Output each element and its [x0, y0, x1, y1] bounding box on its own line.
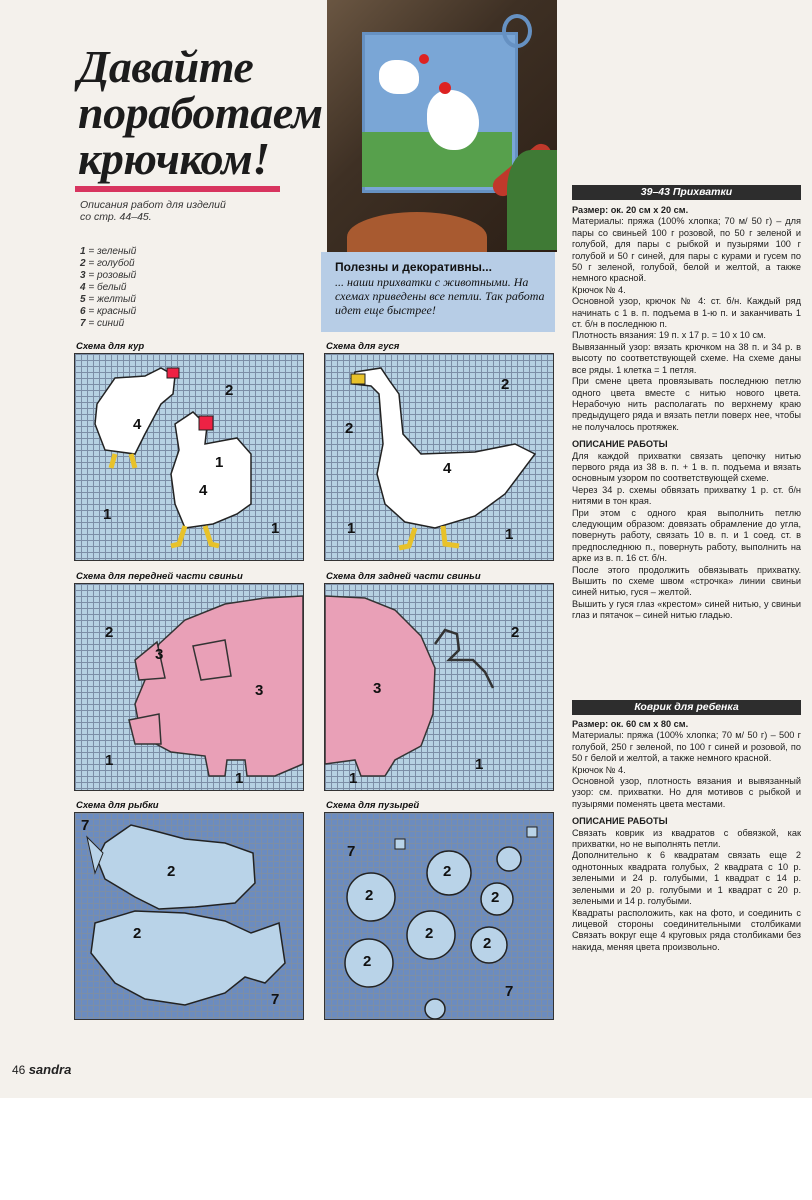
grid-number: 1: [505, 526, 514, 543]
fish-shapes: [75, 813, 303, 1019]
pig-back-shapes: [325, 584, 553, 790]
scheme-grid-hens: [74, 353, 304, 561]
scheme-label-fish: Схема для рыбки: [76, 800, 159, 811]
grid-number: 7: [505, 983, 514, 1000]
scheme-grid-pig-back: [324, 583, 554, 791]
grid-number: 2: [425, 925, 434, 942]
color-legend: [80, 246, 136, 330]
paragraph: Квадраты расположить, как на фото, и соединить с лицевой стороны соединительными столбиками Связать вокруг еще 4 круговых ряда столбиками без накида, меняя цвета произвольно.: [572, 907, 801, 952]
potholder-photo: [327, 0, 557, 252]
title-line-1: Давайте: [78, 41, 254, 92]
paragraph: Вышить у гуся глаз «крестом» синей нитью, у свиньи глаз и пятачок – синей нитью гладью.: [572, 598, 801, 621]
grid-number: 2: [365, 887, 374, 904]
legend-item: 3 = розовый: [80, 270, 137, 281]
paragraph: Основной узор, плотность вязания и вывязанный узор: см. прихватки. Но для мотивов с рыбкой и пузырями поменять цвета местами.: [572, 776, 801, 809]
page-number: 46: [12, 1063, 26, 1077]
basket: [347, 212, 487, 252]
grid-number: 3: [155, 646, 164, 663]
grid-number: 4: [443, 460, 452, 477]
grid-number: 1: [349, 770, 358, 787]
subheading: ОПИСАНИЕ РАБОТЫ: [572, 816, 668, 827]
legend-item: 5 = желтый: [80, 294, 136, 305]
intro-text: Описания работ для изделий со стр. 44–45.: [80, 199, 226, 223]
grid-number: 2: [443, 863, 452, 880]
scheme-label-pig-front: Схема для передней части свиньи: [76, 571, 243, 582]
legend-item: 1 = зеленый: [80, 246, 137, 257]
section-header-rug: Коврик для ребенка: [572, 700, 801, 715]
paragraph: Дополнительно к 6 квадратам связать еще 2 однотонных квадрата голубых, 2 квадрата с 10 р. зелеными и 24 р. голубыми, 1 квадрат с 14 р. зелеными и 20 р. голубыми и 1 квадрат с 20 р. зелеными и 14 р. голубыми.: [572, 850, 801, 907]
potholder-loop: [502, 14, 532, 48]
grid-number: 3: [373, 680, 382, 697]
vegetables: [507, 150, 557, 250]
hens-shapes: [75, 354, 303, 560]
title-line-2: поработаем: [78, 87, 323, 138]
grid-number: 1: [475, 756, 484, 773]
hen-figure: [379, 60, 419, 94]
grid-number: 1: [235, 770, 244, 787]
grid-number: 1: [215, 454, 224, 471]
caption-text: ... наши прихватки с животными. На схемах приведены все петли. Так работа идет еще быстрее!: [335, 275, 545, 317]
scheme-label-pig-back: Схема для задней части свиньи: [326, 571, 481, 582]
scheme-label-hens: Схема для кур: [76, 341, 145, 352]
grid-number: 1: [103, 506, 112, 523]
paragraph: Крючок № 4.: [572, 284, 626, 295]
grid-number: 7: [271, 991, 280, 1008]
grid-number: 7: [347, 843, 356, 860]
caption-heading: Полезны и декоративны...: [335, 260, 492, 274]
grid-number: 2: [511, 624, 520, 641]
paragraph: Крючок № 4.: [572, 764, 626, 775]
bubbles-shapes: [325, 813, 553, 1019]
section-header-potholders: 39–43 Прихватки: [572, 185, 801, 200]
legend-item: 6 = красный: [80, 306, 137, 317]
grid-number: 1: [271, 520, 280, 537]
paragraph: При этом с одного края выполнить петлю следующим образом: довязать обрамление до угла, повернуть работу, связать 10 в. п. и 1 соед. ст. в предпоследнюю п., повернуть работу, выполнить на арке из в. п. 16 ст. б/н.: [572, 507, 801, 564]
subheading: ОПИСАНИЕ РАБОТЫ: [572, 439, 668, 450]
grid-number: 2: [501, 376, 510, 393]
paragraph: Материалы: пряжа (100% хлопка; 70 м/ 50 г) – 500 г голубой, 250 г зеленой, по 100 г синей и розовой, по 50 г белой и желтой, а также немного красной.: [572, 730, 801, 764]
grid-number: 7: [81, 817, 90, 834]
grid-number: 2: [133, 925, 142, 942]
grid-number: 1: [347, 520, 356, 537]
paragraph: Связать коврик из квадратов с обвязкой, как прихватки, но не выполнять петли.: [572, 827, 801, 850]
rooster-comb: [439, 82, 451, 94]
grid-number: 2: [225, 382, 234, 399]
grid-number: 2: [483, 935, 492, 952]
page-title: [78, 41, 328, 184]
page-footer: [12, 1062, 71, 1077]
grid-number: 2: [491, 889, 500, 906]
scheme-grid-bubbles: [324, 812, 554, 1020]
section-text-rug: [572, 719, 801, 953]
goose-shapes: [325, 354, 553, 560]
paragraph: Материалы: пряжа (100% хлопка; 70 м/ 50 г) – для пары со свиньей 100 г розовой, по 50 г зеленой и голубой, для пары с рыбкой и пузырями 100 г голубой и 50 г синей, для пары с курами и гусем по 50 г зеленой, голубой, белой и желтой, а также немного красной.: [572, 216, 801, 284]
paragraph: При смене цвета провязывать последнюю петлю одного цвета вместе с нитью нового цвета. Нерабочую нить располагать по верхнему краю предыдущего ряда и вязать петли поверх нее, чтобы не получалось протяжек.: [572, 376, 801, 432]
legend-item: 2 = голубой: [80, 258, 135, 269]
magazine-brand: sandra: [28, 1062, 72, 1077]
paragraph: Через 34 р. схемы обвязать прихватку 1 р. ст. б/н нитями в тон края.: [572, 484, 801, 507]
hen-comb: [419, 54, 429, 64]
paragraph: Размер: ок. 20 см х 20 см.: [572, 205, 689, 215]
paragraph: Плотность вязания: 19 п. х 17 р. = 10 х 10 см.: [572, 330, 766, 341]
paragraph: Основной узор, крючок № 4: ст. б/н. Каждый ряд начинать с 1 в. п. подъема в 1-ю п. и заканчивать 1 ст. б/н в последнюю п.: [572, 296, 801, 330]
grid-number: 2: [363, 953, 372, 970]
section-text-potholders: [572, 205, 801, 622]
legend-item: 7 = синий: [80, 318, 125, 329]
title-underline: [75, 186, 280, 192]
grid-number: 2: [345, 420, 354, 437]
scheme-label-goose: Схема для гуся: [326, 341, 400, 352]
paragraph: Размер: ок. 60 см х 80 см.: [572, 719, 689, 729]
scheme-grid-goose: [324, 353, 554, 561]
scheme-grid-pig-front: [74, 583, 304, 791]
grid-number: 4: [133, 416, 142, 433]
scheme-label-bubbles: Схема для пузырей: [326, 800, 420, 811]
legend-item: 4 = белый: [80, 282, 127, 293]
scheme-grid-fish: [74, 812, 304, 1020]
grid-number: 4: [199, 482, 208, 499]
grid-number: 2: [105, 624, 114, 641]
paragraph: Для каждой прихватки связать цепочку нитью первого ряда из 38 в. п. + 1 в. п. подъема и вязать основным узором по соответствующей схеме.: [572, 450, 801, 484]
paragraph: После этого продолжить обвязывать прихватку. Вышить по схеме швом «строчка» линии свиньи синей нитью, гуся – желтой.: [572, 564, 801, 598]
grid-number: 3: [255, 682, 264, 699]
grid-number: 2: [167, 863, 176, 880]
title-line-3: крючком!: [78, 133, 270, 184]
grid-number: 1: [105, 752, 114, 769]
photo-caption: [321, 252, 555, 332]
paragraph: Вывязанный узор: вязать крючком на 38 п. и 34 р. в высоту по соответствующей схеме. На схеме даны все ряды. 1 клетка = 1 петля.: [572, 341, 801, 375]
